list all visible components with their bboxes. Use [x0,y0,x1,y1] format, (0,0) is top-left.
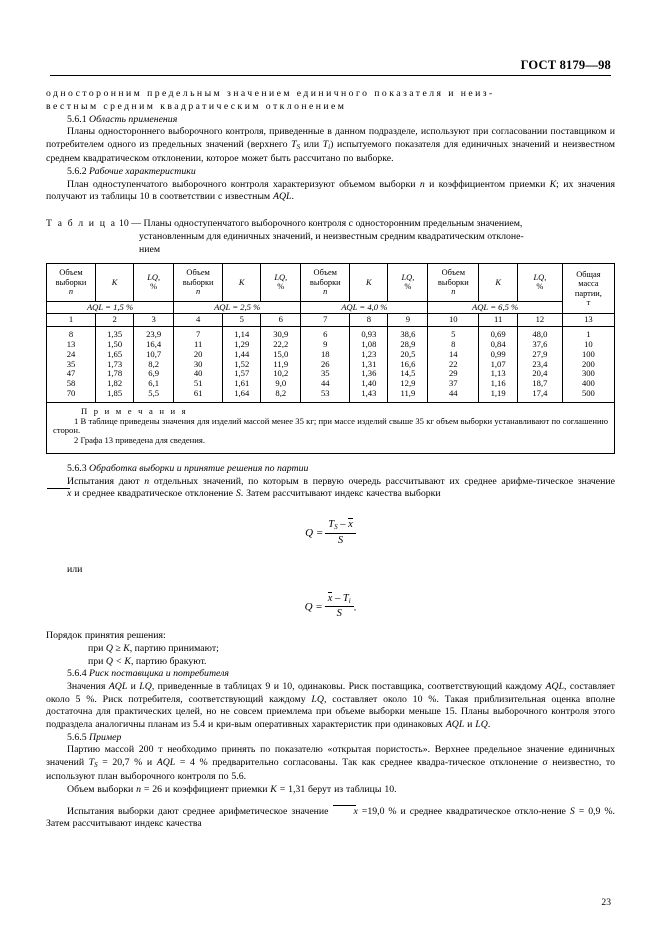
table-cell: 51 [193,378,203,389]
table-caption-line-3: нием [139,243,161,255]
table-cell: 1,65 [107,348,123,359]
symbol-ts-sub: S [296,142,301,151]
hdr-vol-a-3: Объем [313,267,337,277]
symbol-s: S [235,488,241,500]
decision-rule-2 [46,656,615,669]
header-k-1 [96,263,134,301]
table-cell: 1,43 [361,388,377,399]
p564-f: и [464,718,476,730]
table-cell: 300 [581,368,595,379]
rule1-pre: при [88,642,106,654]
rule1-cond: Q ≥ K [105,642,130,654]
hdr-lq-b-2: % [277,282,285,292]
p564-e: , составляет около 10 %. Такая приблизительная оценка вполне достаточна для практических целей, но не совсем приемлема при объеме выборки меньше 15. Планы выборочного контроля этого подраздела аналогичны планам из 5.4 и кри-вым оперативных характеристик при одинаковых [46,693,615,730]
header-volume-2 [174,263,223,301]
data-col-12 [517,327,562,403]
table-cell: 1,23 [361,348,377,359]
table-cell: 11,9 [400,388,416,399]
p565c-b: =19,0 % и среднее квадратическое откло-нение [357,805,570,817]
hdr-vol-c-1: n [68,287,74,297]
data-col-8 [350,327,388,403]
p565b-a: Объем выборки [67,783,137,795]
table-cell: 30 [193,358,203,369]
table-cell: 1 [586,329,591,340]
data-col-13 [562,327,614,403]
section-5-6-4-heading [46,668,615,681]
table-cell: 6,1 [148,378,160,389]
section-5-6-3-heading [46,463,615,476]
aql-value-3: AQL = 4,0 % [341,301,388,312]
hdr-vol-b-2: выборки [182,277,214,287]
formula-1-numerator [325,519,356,534]
symbol-ti: T [322,138,329,150]
table-cell: 37,6 [532,339,548,350]
f1-num-a: T [328,519,335,531]
section-5-6-2-body [46,179,615,204]
data-col-3 [134,327,174,403]
hdr-vol-b-4: выборки [437,277,469,287]
colnum-3: 3 [134,314,174,327]
data-col-7 [301,327,350,403]
notes-title: П р и м е ч а н и я [81,405,188,416]
aql-group-4 [428,301,562,314]
hdr-vol-a-4: Объем [441,267,466,277]
table-cell: 11,9 [273,358,289,369]
table-cell: 1,78 [107,368,123,379]
table-cell: 35 [320,368,330,379]
table-cell: 47 [66,368,76,379]
table-cell: 1,31 [361,358,377,369]
table-cell: 8 [451,339,456,350]
table-cell: 18,7 [532,378,548,389]
table-cell: 1,50 [107,339,123,350]
table-cell: 1,40 [361,378,377,389]
symbol-ti-sub: i [328,142,331,151]
p564-lq-2: LQ [311,693,324,705]
table-cell: 20 [193,348,203,359]
aql-value-4: AQL = 6,5 % [471,301,519,312]
table-cell: 14 [449,348,458,359]
table-notes-row [47,402,615,453]
table-cell: 10,7 [146,348,162,359]
data-col-10 [428,327,479,403]
header-volume-3 [301,263,350,301]
table-caption-number: 10 [119,217,129,229]
table-cell: 0,69 [490,329,506,340]
running-head-standard: ГОСТ 8179—98 [520,58,611,72]
table-cell: 28,9 [400,339,416,350]
section-5-6-2-heading [46,166,615,179]
table-cell: 100 [581,348,595,359]
table-cell: 16,4 [146,339,162,350]
aql-value-1: AQL = 1,5 % [86,301,134,312]
table-caption-line-2: установленным для единичных значений, и неизвестным средним квадратическим отклоне- [139,230,524,242]
hdr-lq-b-3: % [404,282,412,292]
f2-num-b: T [342,592,349,604]
table-cell: 20,4 [532,368,548,379]
table-cell: 8,2 [275,388,287,399]
rule2-pre: при [88,655,106,667]
data-col-5 [223,327,261,403]
formula-2-fraction [325,593,354,622]
aql-group-2 [174,301,301,314]
table-cell: 70 [66,388,76,399]
spacer [46,454,615,463]
heading-line-1: односторонним предельным значением единичного показателя и неиз- [46,88,495,99]
formula-1-denominator [325,534,356,548]
table-caption-line-1: Планы одноступенчатого выборочного контроля с односторонним предельным значением, [143,217,523,229]
symbol-aql: AQL [272,191,292,203]
aql-group-1 [47,301,174,314]
table-cell: 9,0 [275,378,287,389]
table-column-number-row [47,314,615,327]
formula-1-fraction [325,519,356,548]
table-10 [46,263,615,454]
hdr-mass-c: партии, [574,288,602,298]
section-5-6-5-paragraph-1 [46,744,615,784]
table-cell: 1,08 [361,339,377,350]
formula-2-lhs: Q = [304,600,323,613]
p561-a: Планы одностороннего выборочного контроля, приведенные в данном подразделе, используют при согласовании поставщиком и потребителем одного из предельных значений (верхнего [46,126,615,150]
table-caption-label: Т а б л и ц а [46,217,117,229]
table-cell: 1,82 [107,378,123,389]
section-5-6-5-title: Пример [89,731,122,743]
p565b-n: n [136,783,142,795]
formula-2-denominator [325,607,354,621]
page-number: 23 [601,897,611,908]
table-cell: 10,2 [273,368,289,379]
table-cell: 26 [320,358,330,369]
table-cell: 6 [323,329,328,340]
table-cell: 0,84 [490,339,506,350]
p563-b: отдельных значений, по которым в первую очередь рассчитывают их среднее арифме-тическое значение [149,475,615,487]
table-cell: 44 [449,388,458,399]
table-cell: 61 [193,388,203,399]
colnum-10: 10 [428,314,479,327]
table-cell: 48,0 [532,329,548,340]
header-lq-1 [134,263,174,301]
header-volume-1 [47,263,96,301]
header-k-2 [223,263,261,301]
table-notes-cell [47,402,615,453]
p563-d: . Затем рассчитывают индекс качества выборки [240,488,441,500]
hdr-vol-c-3: n [323,287,328,297]
p563-a: Испытания дают [67,475,145,487]
table-cell: 5 [451,329,456,340]
table-cell: 20,5 [400,348,416,359]
p564-aql-1: AQL [108,681,128,693]
colnum-4: 4 [174,314,223,327]
table-cell: 1,14 [234,329,250,340]
table-cell: 1,19 [490,388,506,399]
table-cell: 1,36 [361,368,377,379]
p565b-b: = 26 и коэффициент приемки [141,783,271,795]
section-5-6-3-title: Обработка выборки и принятие решения по партии [89,463,309,475]
section-5-6-1-number: 5.6.1 [67,113,87,125]
colnum-8: 8 [350,314,388,327]
p565a-c: = 4 % предварительно согласованы. Так как среднее квадра-тическое отклонение σ неизвестно, то используют план выборочного контроля по 5.6. [46,756,615,783]
table-cell: 23,4 [532,358,548,369]
p565a-aql: AQL [156,756,176,768]
f2-den: S [336,608,342,620]
p564-b: и [127,681,140,693]
header-lq-3 [388,263,428,301]
hdr-lq-a-2: LQ, [274,272,288,282]
table-cell: 24 [66,348,76,359]
formula-2-period: . [353,600,357,613]
colnum-9: 9 [388,314,428,327]
table-cell: 23,9 [146,329,162,340]
p565c-xbar: x [332,806,357,819]
table-cell: 1,57 [234,368,250,379]
symbol-x-bar: x [46,488,71,501]
table-cell: 200 [581,358,595,369]
p565c-a: Испытания выборки дают среднее арифметическое значение [67,805,333,817]
p565c-c: = 0,9 %. Затем рассчитывают индекс качества [46,805,616,830]
table-cell: 0,93 [361,329,377,340]
table-cell: 500 [581,388,595,399]
data-col-2 [96,327,134,403]
p564-aql-3: AQL [445,718,465,730]
p565a-ts-sub: S [94,760,98,769]
colnum-5: 5 [223,314,261,327]
f2-num-op: – [332,592,343,604]
rule2-post: , партию бракуют. [130,655,207,667]
table-cell: 1,16 [490,378,506,389]
section-5-6-1-heading [46,114,615,127]
table-cell: 1,44 [234,348,250,359]
table-header-row [47,263,615,301]
section-5-6-1-title: Область применения [89,113,178,125]
note-item-2: 2 Графа 13 приведена для сведения. [74,435,205,446]
p562-c: ; их значения получают из таблицы 10 в соответствии с известным [46,178,615,203]
decision-order-label: Порядок принятия решения: [46,630,166,642]
symbol-n: n [419,178,425,190]
table-cell: 1,29 [234,339,250,350]
f2-num-a: x [327,592,333,604]
table-cell: 8,2 [148,358,160,369]
hdr-lq-a-3: LQ, [401,272,415,282]
formula-2 [46,593,615,622]
header-volume-4 [428,263,479,301]
table-aql-row [47,301,615,314]
hdr-vol-b-3: выборки [309,277,341,287]
section-5-6-4-number: 5.6.4 [67,668,87,680]
formula-1-lhs: Q = [305,527,324,540]
data-col-4 [174,327,223,403]
colnum-13: 13 [562,314,614,327]
hdr-lq-b-4: % [536,282,544,292]
p564-c: , приведенные в таблицах 9 и 10, одинаковы. Риск поставщика, соответствующий каждому [151,681,546,693]
symbol-k: K [549,178,557,190]
hdr-lq-a-4: LQ, [533,272,547,282]
colnum-2: 2 [96,314,134,327]
table-cell: 1,13 [490,368,506,379]
section-5-6-2-title: Рабочие характеристики [89,165,196,177]
data-col-6 [261,327,301,403]
hdr-mass-d: т [586,298,591,308]
section-5-6-2-number: 5.6.2 [67,165,87,177]
p564-lq-3: LQ [475,718,488,730]
table-cell: 1,07 [490,358,506,369]
section-5-6-5-paragraph-3 [46,806,615,831]
table-cell: 10 [584,339,593,350]
table-cell: 35 [66,358,76,369]
rule1-post: , партию принимают; [129,642,219,654]
table-cell: 6,9 [148,368,160,379]
table-caption-dash: — [131,217,142,229]
hdr-vol-b-1: выборки [55,277,87,287]
hdr-vol-a-1: Объем [59,267,83,277]
table-cell: 5,5 [148,388,160,399]
p562-a: План одноступенчатого выборочного контроля характеризуют объемом выборки [67,178,420,190]
header-lq-4 [517,263,562,301]
table-cell: 22,2 [273,339,289,350]
aql-value-2: AQL = 2,5 % [214,301,261,312]
p564-d: , составляет около 5 %. Риск потребителя, соответствующий каждому [46,681,615,705]
table-cell: 7 [195,329,201,340]
table-cell: 0,99 [490,348,506,359]
p561-b: или [300,138,323,150]
table-cell: 16,6 [400,358,416,369]
data-col-11 [479,327,518,403]
header-total-mass [562,263,614,314]
hdr-lq-b-1: % [150,282,158,292]
table-cell: 1,35 [107,329,123,340]
table-cell: 400 [581,378,595,389]
p563-c: и среднее квадратическое отклонение [71,488,236,500]
formula-2-numerator [325,593,354,608]
f1-den: S [337,534,344,546]
formula-or-label: или [67,563,83,575]
hdr-vol-c-4: n [451,287,456,297]
header-k-4 [479,263,518,301]
rule2-cond: Q < K [105,655,131,667]
table-data-block [47,327,615,403]
f1-num-b: x [348,519,353,531]
data-col-9 [388,327,428,403]
section-5-6-4-body [46,681,615,731]
table-cell: 1,73 [107,358,123,369]
aql-group-3 [301,301,428,314]
colnum-6: 6 [261,314,301,327]
table-cell: 11 [194,339,203,350]
f2-num-b-sub: i [348,596,351,605]
table-cell: 18 [320,348,330,359]
table-cell: 53 [320,388,330,399]
colnum-7: 7 [301,314,350,327]
table-cell: 1,64 [234,388,250,399]
table-cell: 15,0 [273,348,289,359]
note-item-1: 1 В таблице приведены значения для изделий массой менее 35 кг; при массе изделий свыше 35 кг объем выборки устанавливают по соглашению сторон. [53,415,608,436]
table-10-caption [46,217,615,256]
hdr-k-1: K [111,277,118,287]
p564-lq-1: LQ [139,681,152,693]
table-cell: 9 [323,339,328,350]
p565b-k: K [270,783,277,795]
p565c-s: S [569,805,575,817]
table-cell: 1,85 [107,388,123,399]
heading-line-2: вестным средним квадратическим отклонением [46,101,347,113]
hdr-k-2: K [238,277,245,287]
section-heading-continuation [46,87,615,114]
section-5-6-4-title: Риск поставщика и потребителя [89,668,229,680]
table-cell: 1,61 [234,378,250,389]
table-cell: 1,52 [234,358,250,369]
table-cell: 44 [320,378,330,389]
colnum-1: 1 [47,314,96,327]
symbol-ts: T [291,138,297,150]
section-5-6-5-heading [46,732,615,745]
header-lq-2 [261,263,301,301]
p564-aql-2: AQL [545,681,565,693]
colnum-12: 12 [517,314,562,327]
hdr-k-4: K [495,277,501,287]
hdr-k-3: K [366,277,372,287]
hdr-lq-a-1: LQ, [147,272,161,282]
p565b-c: = 1,31 берут из таблицы 10. [276,783,397,795]
p564-g: . [487,718,491,730]
table-cell: 22 [449,358,458,369]
p561-c: ) испытуемого показателя для единичных значений и неизвестном среднем квадратическом отклонении, которое может быть рассчитано по выборке. [46,138,616,165]
table-cell: 40 [193,368,203,379]
p562-d: . [291,191,294,203]
p565a-ts: T [88,756,95,768]
hdr-mass-b: масса [578,279,599,289]
data-col-1 [47,327,96,403]
spacer [46,621,615,630]
header-rule [50,75,611,76]
section-5-6-3-body [46,476,615,501]
table-cell: 13 [66,339,76,350]
p565a-a: Партию массой 200 т необходимо принять по показателю «открытая пористость». Верхнее предельное значение единичных значений [46,744,615,768]
table-cell: 29 [449,368,458,379]
p565a-b: = 20,7 % и [97,756,157,768]
table-cell: 14,5 [400,368,416,379]
section-5-6-5-paragraph-2 [46,784,615,797]
table-cell: 30,9 [273,329,289,340]
section-5-6-3-number: 5.6.3 [67,463,87,475]
decision-rule-1 [46,643,615,656]
p564-a: Значения [67,681,109,693]
formula-1 [46,519,615,548]
hdr-vol-c-2: n [196,287,201,297]
header-k-3 [350,263,388,301]
table-cell: 38,6 [400,329,416,340]
table-cell: 58 [66,378,76,389]
table-cell: 12,9 [400,378,416,389]
f1-num-a-sub: S [334,522,338,531]
f1-num-op: – [337,519,349,531]
hdr-mass-a: Общая [576,269,601,279]
p562-b: и коэффициентом приемки [424,178,550,190]
section-5-6-1-body [46,126,615,166]
colnum-11: 11 [479,314,518,327]
hdr-vol-a-2: Объем [186,267,210,277]
symbol-n: n [144,475,150,487]
table-cell: 37 [449,378,458,389]
table-cell: 27,9 [532,348,548,359]
table-cell: 8 [68,329,74,340]
table-cell: 17,4 [532,388,548,399]
section-5-6-5-number: 5.6.5 [67,731,87,743]
